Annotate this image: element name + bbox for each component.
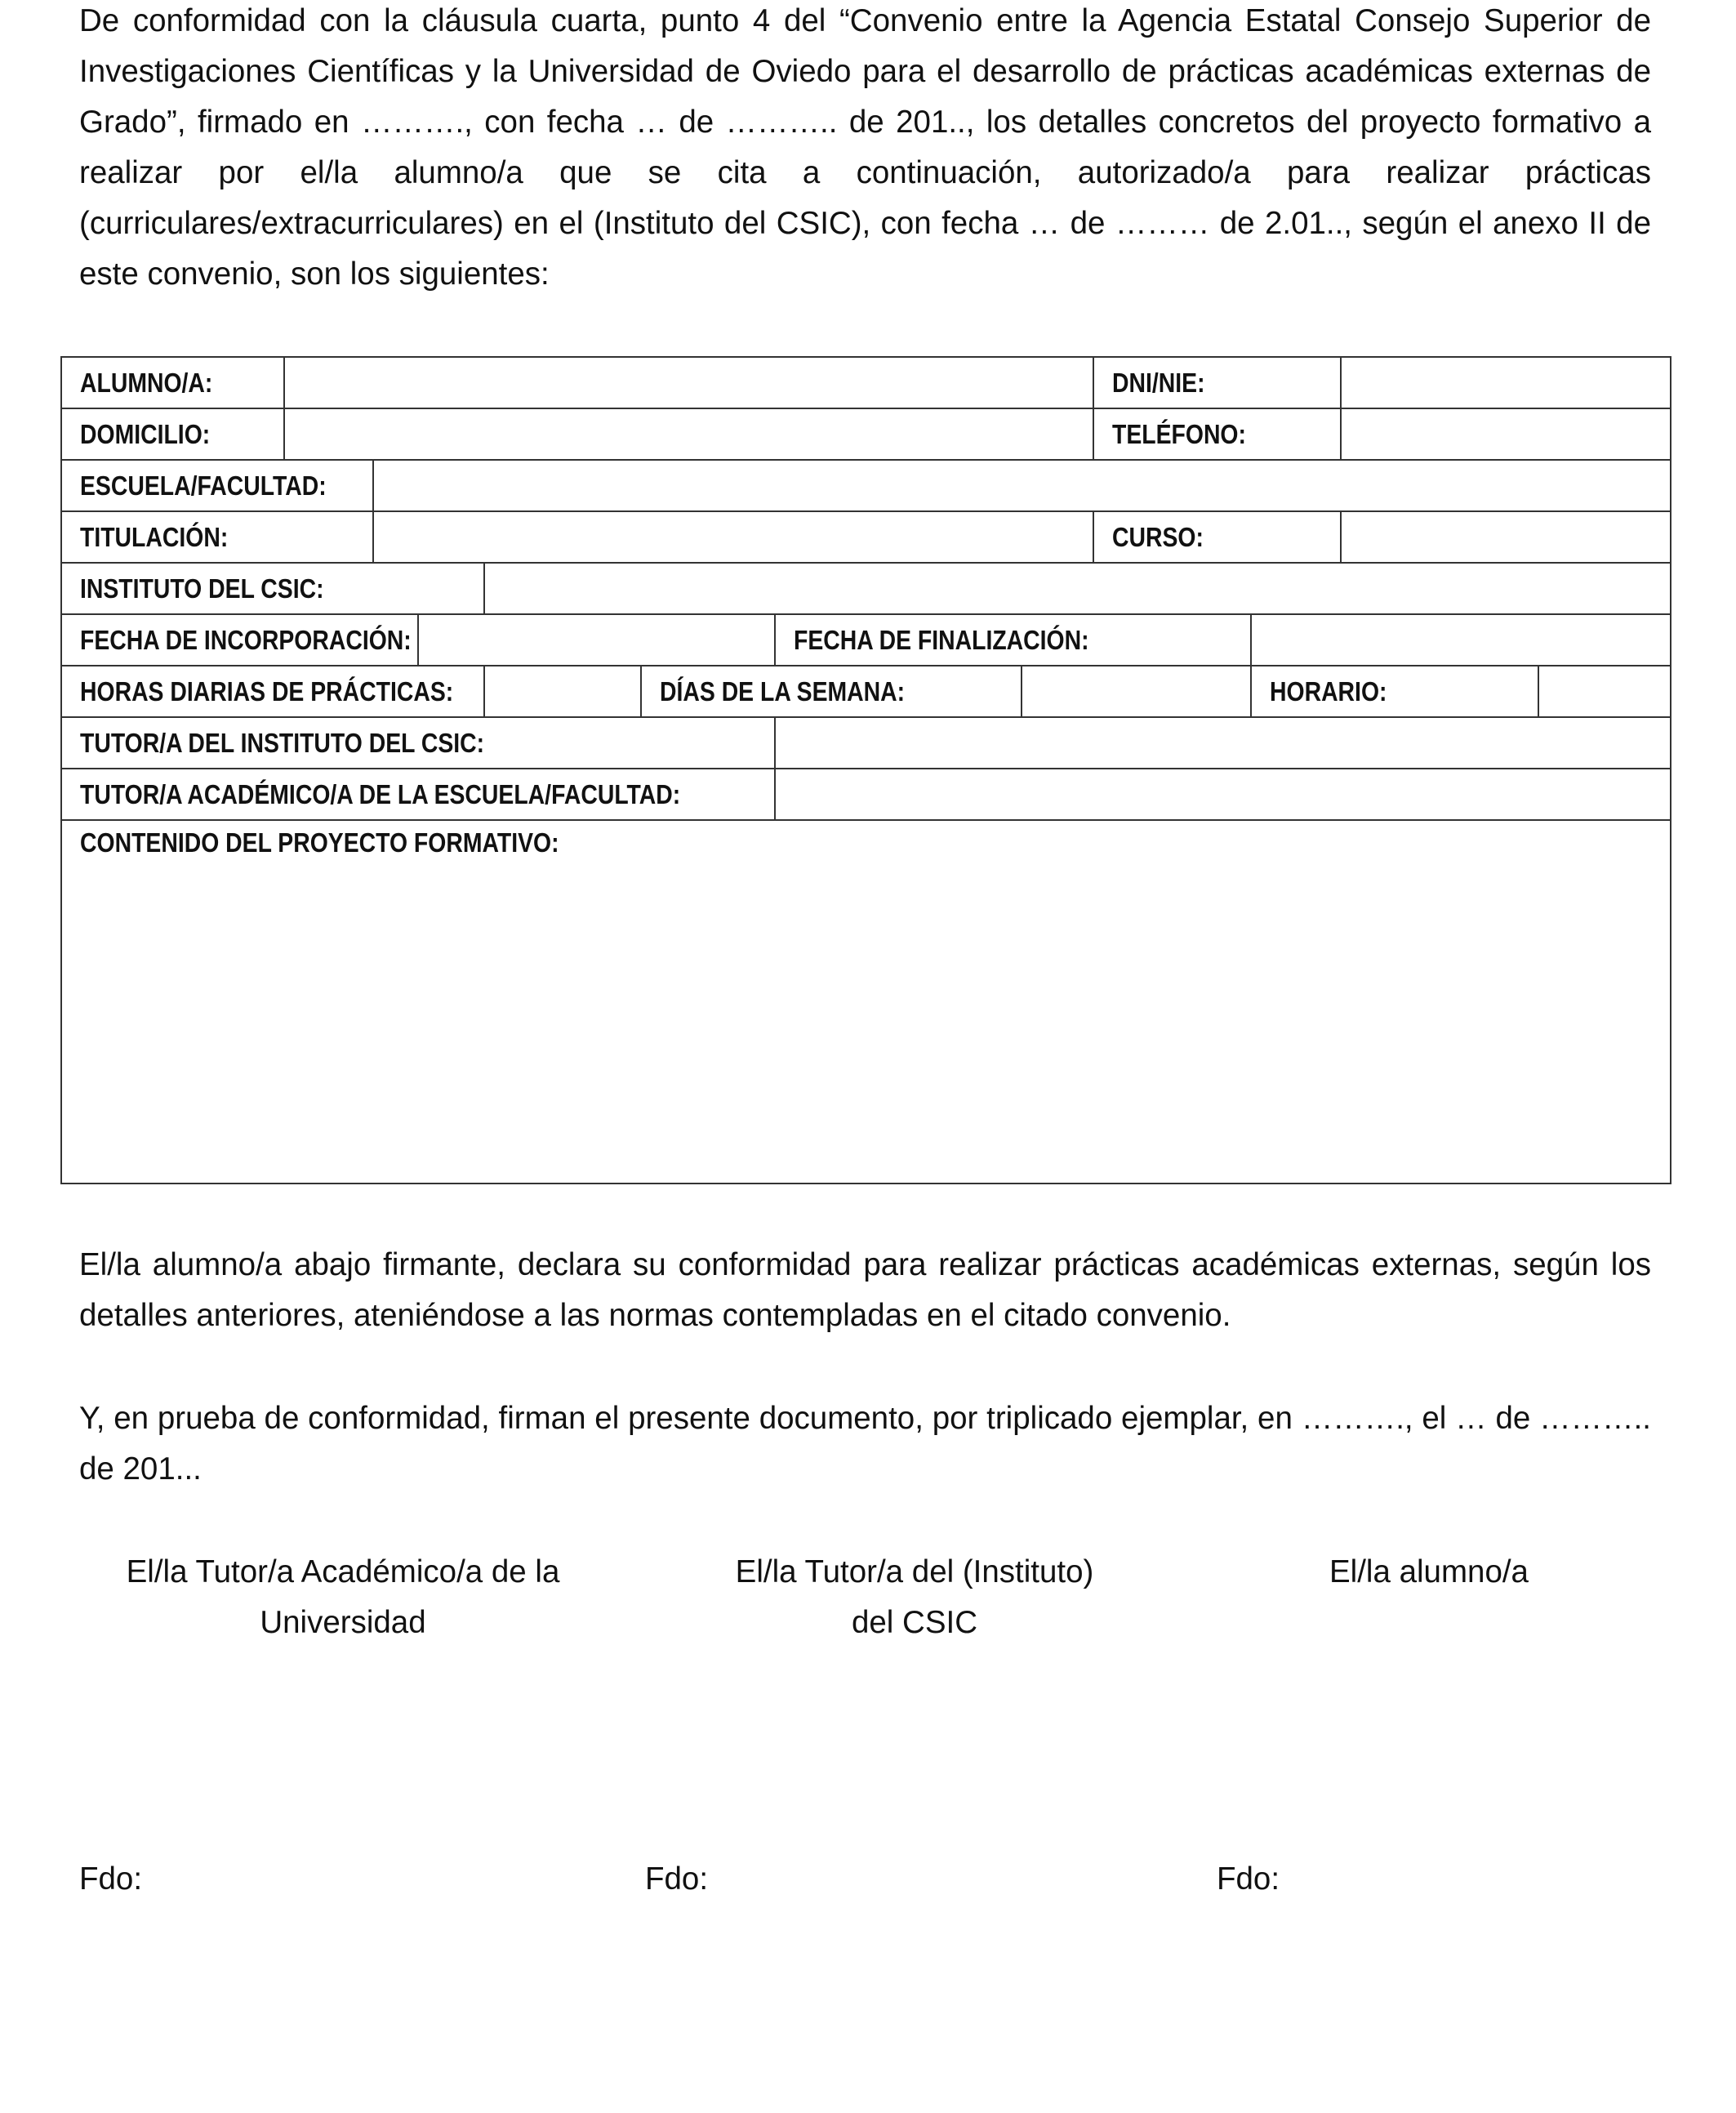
label-fecha-finalizacion: FECHA DE FINALIZACIÓN: <box>775 614 1251 666</box>
signature-institute-tutor <box>670 1547 1160 1648</box>
fdo-academic-tutor: Fdo: <box>79 1861 143 1897</box>
label-tutor-academico: TUTOR/A ACADÉMICO/A DE LA ESCUELA/FACULTAD: <box>61 769 775 820</box>
field-escuela[interactable] <box>373 460 1671 511</box>
label-curso: CURSO: <box>1093 511 1341 563</box>
label-dni: DNI/NIE: <box>1093 357 1341 408</box>
label-tutor-instituto: TUTOR/A DEL INSTITUTO DEL CSIC: <box>61 717 775 769</box>
signature-institute-line1: El/la Tutor/a del (Instituto) <box>735 1554 1094 1589</box>
label-dias-semana: DÍAS DE LA SEMANA: <box>641 666 1022 717</box>
label-titulacion: TITULACIÓN: <box>61 511 373 563</box>
signature-student <box>1184 1547 1674 1598</box>
fdo-institute-tutor: Fdo: <box>645 1861 709 1897</box>
field-contenido-proyecto[interactable]: CONTENIDO DEL PROYECTO FORMATIVO: <box>61 820 1671 1184</box>
field-fecha-finalizacion[interactable] <box>1251 614 1671 666</box>
label-horario: HORARIO: <box>1251 666 1538 717</box>
signature-academic-tutor <box>98 1547 588 1648</box>
field-fecha-incorporacion[interactable] <box>418 614 775 666</box>
proof-paragraph: Y, en prueba de conformidad, firman el presente documento, por triplicado ejemplar, en ………., el … de ……….. de 201... <box>79 1401 1651 1487</box>
training-project-form <box>60 356 1671 1184</box>
field-telefono[interactable] <box>1341 408 1671 460</box>
field-tutor-instituto[interactable] <box>775 717 1671 769</box>
field-titulacion[interactable] <box>373 511 1093 563</box>
field-dni[interactable] <box>1341 357 1671 408</box>
label-horas-diarias: HORAS DIARIAS DE PRÁCTICAS: <box>61 666 484 717</box>
signature-institute-line2: del CSIC <box>851 1605 978 1640</box>
field-domicilio[interactable] <box>284 408 1093 460</box>
field-horas-diarias[interactable] <box>484 666 641 717</box>
fdo-student: Fdo: <box>1217 1861 1280 1897</box>
label-domicilio: DOMICILIO: <box>61 408 284 460</box>
declaration-paragraph: El/la alumno/a abajo firmante, declara su conformidad para realizar prácticas académicas externas, según los detalles anteriores, ateniéndose a las normas contempladas en el citado convenio. <box>79 1247 1651 1333</box>
label-alumno: ALUMNO/A: <box>61 357 284 408</box>
field-alumno[interactable] <box>284 357 1093 408</box>
signature-student-label: El/la alumno/a <box>1329 1554 1529 1589</box>
label-telefono: TELÉFONO: <box>1093 408 1341 460</box>
field-tutor-academico[interactable] <box>775 769 1671 820</box>
field-horario[interactable] <box>1538 666 1671 717</box>
label-instituto: INSTITUTO DEL CSIC: <box>61 563 484 614</box>
signature-academic-line2: Universidad <box>260 1605 426 1640</box>
field-dias-semana[interactable] <box>1022 666 1251 717</box>
field-instituto[interactable] <box>484 563 1671 614</box>
label-escuela: ESCUELA/FACULTAD: <box>61 460 373 511</box>
field-curso[interactable] <box>1341 511 1671 563</box>
signature-academic-line1: El/la Tutor/a Académico/a de la <box>126 1554 560 1589</box>
label-fecha-incorporacion: FECHA DE INCORPORACIÓN: <box>61 614 418 666</box>
intro-paragraph: De conformidad con la cláusula cuarta, punto 4 del “Convenio entre la Agencia Estatal Consejo Superior de Investigaciones Científicas y la Universidad de Oviedo para el desarrollo de prácticas académicas externas de Grado”, firmado en ………., con fecha … de ……….. de 201.., los detalles concretos del proyecto formativo a realizar por el/la alumno/a que se cita a continuación, autorizado/a para realizar prácticas (curriculares/extracurriculares) en el (Instituto del CSIC), con fecha … de ……… de 2.01.., según el anexo II de este convenio, son los siguientes: <box>79 3 1651 292</box>
